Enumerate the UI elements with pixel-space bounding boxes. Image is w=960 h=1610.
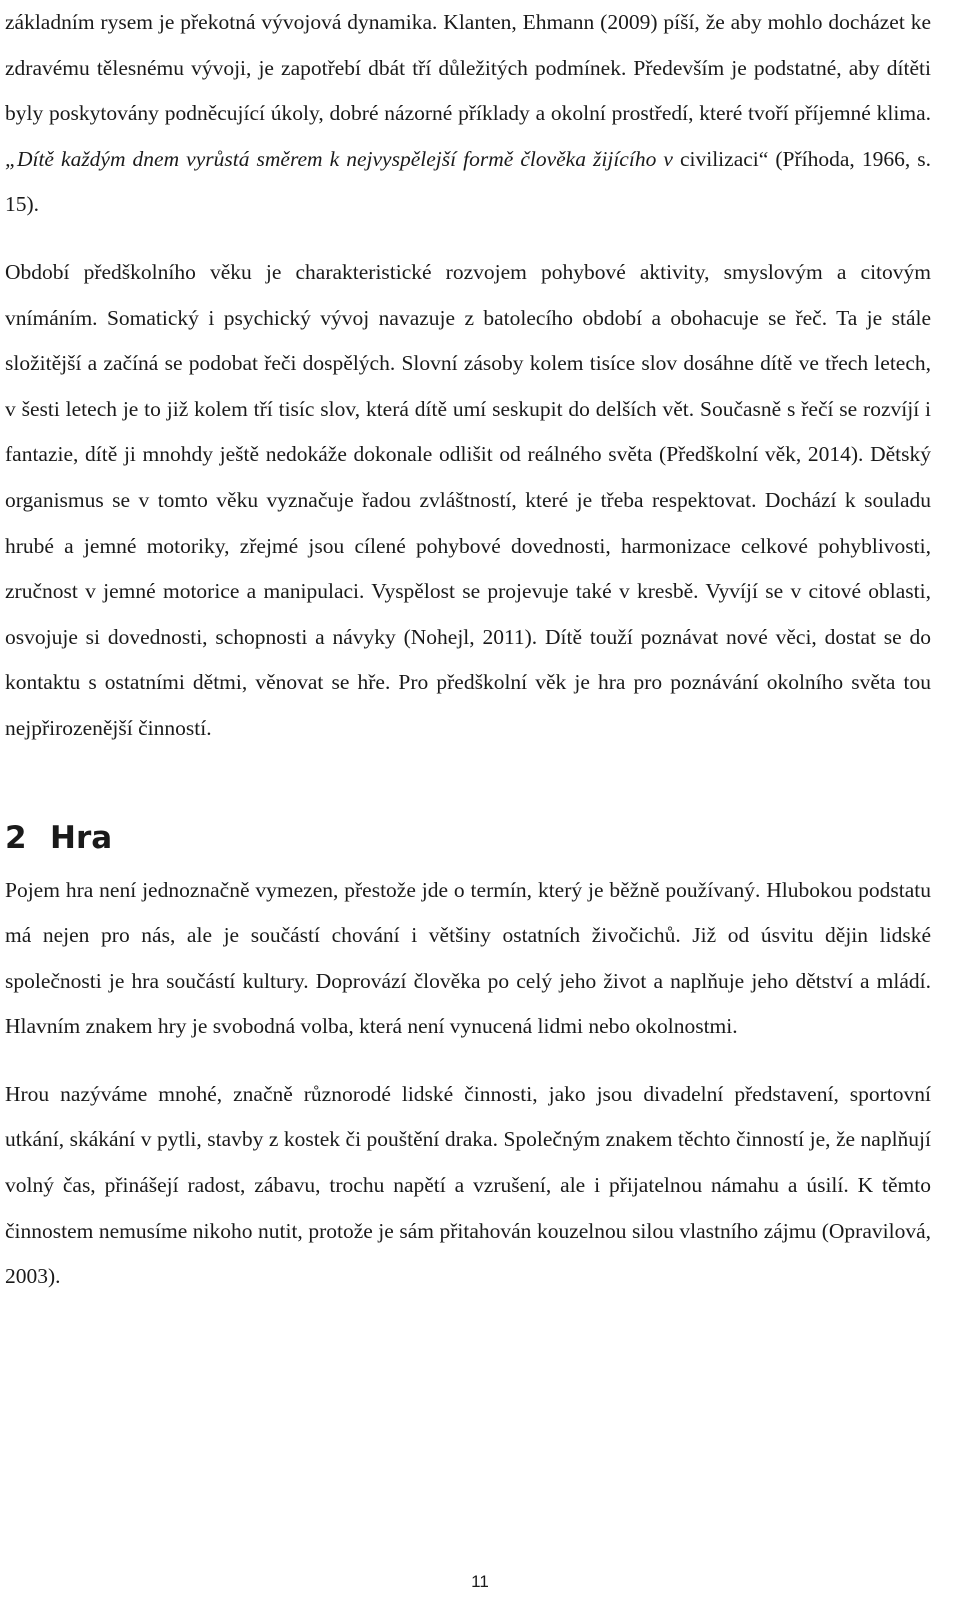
paragraph-text: základním rysem je překotná vývojová dynamika. Klanten, Ehmann (2009) píší, že aby mohlo docházet ke zdravému tělesnému vývoji, je zapotřebí dbát tří důležitých podmínek. Především je podstatné, aby dítěti byly poskytovány podněcující úkoly, dobré názorné příklady a okolní prostředí, které tvoří příjemné klima.: [5, 10, 931, 126]
paragraph-development: [5, 0, 931, 228]
section-number: 2: [5, 819, 27, 856]
section-heading: [5, 818, 931, 858]
page-number: 11: [471, 1572, 489, 1591]
quotation: „Dítě každým dnem vyrůstá směrem k nejvyspělejší formě člověka žijícího v: [5, 146, 673, 171]
paragraph-play-definition: Pojem hra není jednoznačně vymezen, přestože jde o termín, který je běžně používaný. Hlubokou podstatu má nejen pro nás, ale je součástí chování i většiny ostatních živočichů. Již od úsvitu dějin lidské společnosti je hra součástí kultury. Doprovází člověka po celý jeho život a naplňuje jeho dětství a mládí. Hlavním znakem hry je svobodná volba, která není vynucená lidmi nebo okolnostmi.: [5, 877, 931, 1039]
document-page: [5, 0, 931, 1300]
paragraph-play-activities: Hrou nazýváme mnohé, značně různorodé lidské činnosti, jako jsou divadelní představení, sportovní utkání, skákání v pytli, stavby z kostek či pouštění draka. Společným znakem těchto činností je, že naplňují volný čas, přinášejí radost, zábavu, trochu napětí a vzrušení, ale i přijatelnou námahu a úsilí. K těmto činnostem nemusíme nikoho nutit, protože je sám přitahován kouzelnou silou vlastního zájmu (Opravilová, 2003).: [5, 1081, 931, 1289]
paragraph-preschool-age: Období předškolního věku je charakteristické rozvojem pohybové aktivity, smyslovým a citovým vnímáním. Somatický i psychický vývoj navazuje z batolecího období a obohacuje se řeč. Ta je stále složitější a začíná se podobat řeči dospělých. Slovní zásoby kolem tisíce slov dosáhne dítě ve třech letech, v šesti letech je to již kolem tří tisíc slov, která dítě umí seskupit do delších vět. Současně s řečí se rozvíjí i fantazie, dítě ji mnohdy ještě nedokáže dokonale odlišit od reálného světa (Předškolní věk, 2014). Dětský organismus se v tomto věku vyznačuje řadou zvláštností, které je třeba respektovat. Dochází k souladu hrubé a jemné motoriky, zřejmé jsou cílené pohybové dovednosti, harmonizace celkové pohyblivosti, zručnost v jemné motorice a manipulaci. Vyspělost se projevuje také v kresbě. Vyvíjí se v citové oblasti, osvojuje si dovednosti, schopnosti a návyky (Nohejl, 2011). Dítě touží poznávat nové věci, dostat se do kontaktu s ostatními dětmi, věnovat se hře. Pro předškolní věk je hra pro poznávání okolního světa tou nejpřirozenější činností.: [5, 259, 931, 740]
section-title: Hra: [50, 819, 113, 856]
citation: civilizaci“ (Příhoda, 1966, s. 15).: [5, 146, 931, 217]
